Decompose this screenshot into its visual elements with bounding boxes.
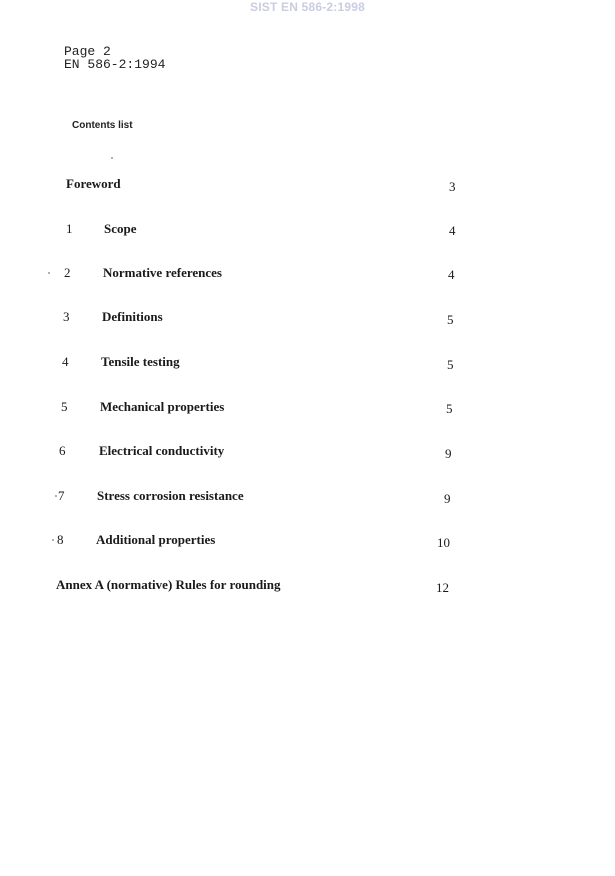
toc-item-title: Normative references (103, 265, 222, 280)
page-header (64, 45, 165, 71)
toc-item-page: 5 (447, 312, 454, 327)
page-number: Page 2 (64, 44, 111, 59)
watermark: SIST EN 586-2:1998 (250, 0, 365, 14)
toc-item-number: 5 (61, 399, 68, 414)
standard-id: EN 586-2:1994 (64, 57, 166, 72)
toc-item-title: Tensile testing (101, 354, 180, 369)
toc-foreword-page: 3 (449, 179, 456, 194)
toc-annex-title: Annex A (normative) Rules for rounding (56, 577, 281, 592)
toc-item-title: Additional properties (96, 532, 216, 547)
scan-speck (48, 272, 50, 274)
toc-item-page: 9 (445, 446, 452, 461)
toc-item-page: 10 (437, 535, 450, 550)
toc-item-number: 4 (62, 354, 69, 369)
scan-speck (52, 539, 54, 541)
toc-foreword (66, 176, 121, 192)
contents-title: Contents list (72, 120, 133, 131)
toc-item-number: 3 (63, 309, 70, 324)
toc-annex (56, 577, 281, 593)
toc-foreword-title: Foreword (66, 176, 121, 191)
toc-item-title: Definitions (102, 309, 163, 324)
scan-speck (55, 495, 57, 497)
toc-item-page: 4 (449, 223, 456, 238)
toc-item-page: 4 (448, 267, 455, 282)
toc-item-page: 9 (444, 491, 451, 506)
toc-item-page: 5 (446, 401, 453, 416)
toc-item-number: 8 (57, 532, 64, 547)
toc-annex-page: 12 (436, 580, 449, 595)
toc-item-title: Stress corrosion resistance (97, 488, 244, 503)
toc-item-page: 5 (447, 357, 454, 372)
toc-item-number: 1 (66, 221, 73, 236)
toc-item-title: Scope (104, 221, 137, 236)
toc-item-number: 2 (64, 265, 71, 280)
toc-item-number: 6 (59, 443, 66, 458)
toc-item-title: Mechanical properties (100, 399, 225, 414)
scan-speck (111, 157, 113, 159)
toc-item-title: Electrical conductivity (99, 443, 225, 458)
toc-item-number: 7 (58, 488, 65, 503)
